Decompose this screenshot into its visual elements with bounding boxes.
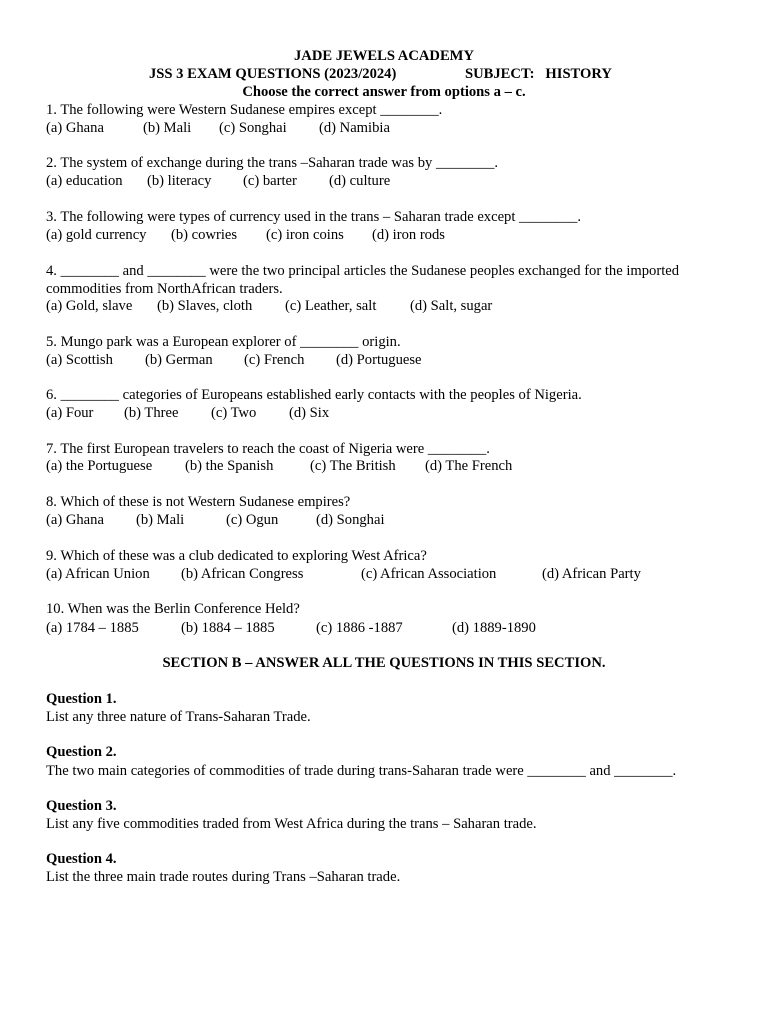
question-7-text: 7. The first European travelers to reach the coast of Nigeria were ________. xyxy=(46,441,490,457)
section-b-question-2-heading: Question 2. xyxy=(46,744,117,760)
option-a: (a) Ghana xyxy=(46,120,104,136)
section-b-question-3-heading: Question 3. xyxy=(46,798,117,814)
option-b: (b) African Congress xyxy=(181,566,304,582)
option-c: (c) Leather, salt xyxy=(285,298,377,314)
option-c: (c) Songhai xyxy=(219,120,287,136)
option-d: (d) Songhai xyxy=(316,512,385,528)
option-b: (b) Mali xyxy=(143,120,192,136)
option-b: (b) cowries xyxy=(171,227,238,243)
option-c: (c) African Association xyxy=(361,566,497,582)
option-a: (a) African Union xyxy=(46,566,150,582)
option-b: (b) Three xyxy=(124,405,179,421)
option-a: (a) the Portuguese xyxy=(46,458,153,474)
school-name: JADE JEWELS ACADEMY xyxy=(293,48,474,64)
exam-title: JSS 3 EXAM QUESTIONS (2023/2024) xyxy=(149,66,397,82)
question-9-text: 9. Which of these was a club dedicated to exploring West Africa? xyxy=(46,548,427,564)
question-3-text: 3. The following were types of currency used in the trans – Saharan trade except ________. xyxy=(46,209,582,225)
option-b: (b) Slaves, cloth xyxy=(157,298,253,314)
question-1-text: 1. The following were Western Sudanese empires except ________. xyxy=(46,102,443,118)
option-c: (c) The British xyxy=(310,458,396,474)
option-d: (d) Portuguese xyxy=(336,352,422,368)
option-b: (b) the Spanish xyxy=(185,458,274,474)
option-c: (c) barter xyxy=(243,173,297,189)
option-d: (d) Namibia xyxy=(319,120,390,136)
option-c: (c) Ogun xyxy=(226,512,279,528)
option-a: (a) Gold, slave xyxy=(46,298,133,314)
section-b-question-1-text: List any three nature of Trans-Saharan Trade. xyxy=(46,709,311,725)
section-b-question-4-heading: Question 4. xyxy=(46,851,117,867)
option-b: (b) literacy xyxy=(147,173,212,189)
question-10-text: 10. When was the Berlin Conference Held? xyxy=(46,601,300,617)
option-c: (c) French xyxy=(244,352,305,368)
option-c: (c) Two xyxy=(211,405,257,421)
option-a: (a) education xyxy=(46,173,123,189)
section-b-title: SECTION B – ANSWER ALL THE QUESTIONS IN THIS SECTION. xyxy=(162,655,606,671)
option-a: (a) Ghana xyxy=(46,512,104,528)
option-a: (a) Four xyxy=(46,405,94,421)
subject-label: SUBJECT: HISTORY xyxy=(465,66,612,82)
question-6-text: 6. ________ categories of Europeans established early contacts with the peoples of Nigeria. xyxy=(46,387,582,403)
section-b-question-2-text: The two main categories of commodities of trade during trans-Saharan trade were ________ and ________. xyxy=(46,763,677,779)
section-b-question-4-text: List the three main trade routes during Trans –Saharan trade. xyxy=(46,869,401,885)
question-2-text: 2. The system of exchange during the trans –Saharan trade was by ________. xyxy=(46,155,499,171)
option-b: (b) Mali xyxy=(136,512,185,528)
option-d: (d) Salt, sugar xyxy=(410,298,493,314)
option-d: (d) African Party xyxy=(542,566,641,582)
section-b-question-1-heading: Question 1. xyxy=(46,691,117,707)
question-4-text-continued: commodities from NorthAfrican traders. xyxy=(46,281,283,297)
option-b: (b) German xyxy=(145,352,213,368)
section-b-question-3-text: List any five commodities traded from West Africa during the trans – Saharan trade. xyxy=(46,816,537,832)
question-5-text: 5. Mungo park was a European explorer of ________ origin. xyxy=(46,334,401,350)
option-a: (a) gold currency xyxy=(46,227,147,243)
option-b: (b) 1884 – 1885 xyxy=(181,620,275,636)
option-d: (d) culture xyxy=(329,173,391,189)
instructions: Choose the correct answer from options a – c. xyxy=(242,84,526,100)
option-a: (a) 1784 – 1885 xyxy=(46,620,139,636)
question-8-text: 8. Which of these is not Western Sudanese empires? xyxy=(46,494,351,510)
option-a: (a) Scottish xyxy=(46,352,113,368)
option-d: (d) iron rods xyxy=(372,227,445,243)
option-d: (d) Six xyxy=(289,405,330,421)
option-d: (d) 1889-1890 xyxy=(452,620,536,636)
option-c: (c) 1886 -1887 xyxy=(316,620,403,636)
question-4-text: 4. ________ and ________ were the two principal articles the Sudanese peoples exchanged for the imported xyxy=(46,263,680,279)
option-d: (d) The French xyxy=(425,458,513,474)
option-c: (c) iron coins xyxy=(266,227,344,243)
